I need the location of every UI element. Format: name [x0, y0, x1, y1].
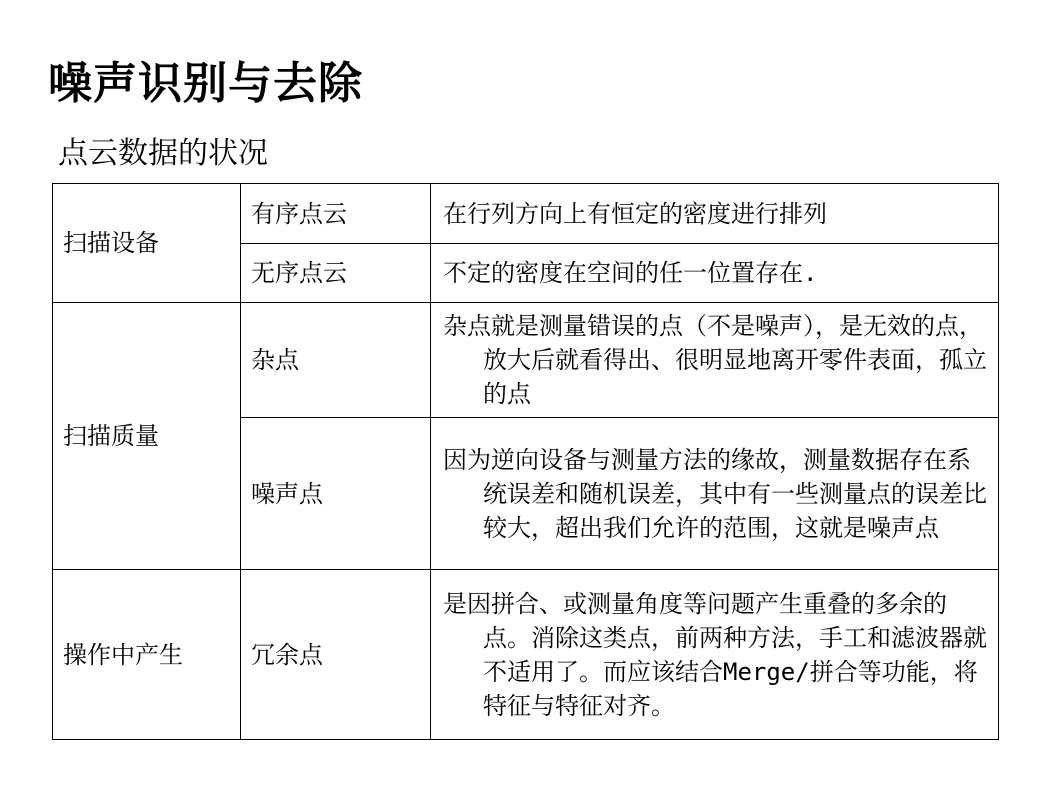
type-cell: 噪声点	[241, 418, 431, 570]
point-cloud-condition-table	[52, 183, 999, 740]
category-cell: 操作中产生	[53, 570, 241, 740]
type-cell: 杂点	[241, 303, 431, 418]
table-row	[53, 184, 999, 244]
type-cell: 无序点云	[241, 244, 431, 303]
description-cell	[431, 418, 999, 570]
description-cell	[431, 244, 999, 303]
type-cell: 有序点云	[241, 184, 431, 244]
description-text: 杂点就是测量错误的点（不是噪声），是无效的点，放大后就看得出、很明显地离开零件表面，孤立的点	[443, 312, 987, 408]
description-cell	[431, 184, 999, 244]
page-subtitle: 点云数据的状况	[58, 136, 268, 171]
description-text: 不定的密度在空间的任一位置存在.	[443, 259, 818, 287]
description-cell	[431, 303, 999, 418]
description-text: 在行列方向上有恒定的密度进行排列	[443, 199, 827, 228]
type-cell: 冗余点	[241, 570, 431, 740]
page-title: 噪声识别与去除	[48, 58, 363, 109]
table-row	[53, 570, 999, 740]
description-text: 是因拼合、或测量角度等问题产生重叠的多余的点。消除这类点，前两种方法，手工和滤波器就不适用了。而应该结合Merge/拼合等功能，将特征与特征对齐。	[443, 589, 987, 720]
category-cell: 扫描设备	[53, 184, 241, 303]
description-text: 因为逆向设备与测量方法的缘故，测量数据存在系统误差和随机误差，其中有一些测量点的误差比较大，超出我们允许的范围，这就是噪声点	[443, 445, 987, 542]
description-cell	[431, 570, 999, 740]
table-row	[53, 303, 999, 418]
category-cell: 扫描质量	[53, 303, 241, 570]
